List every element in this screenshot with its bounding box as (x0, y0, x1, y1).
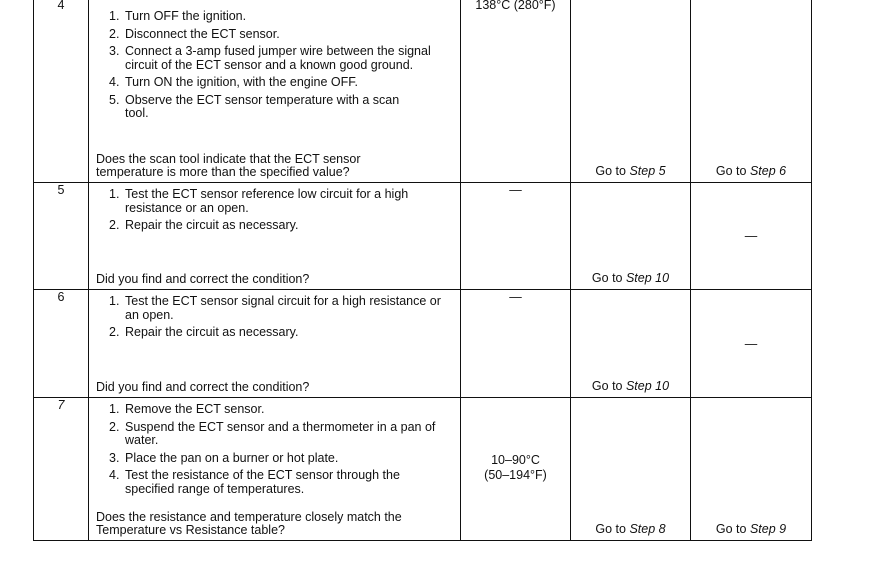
no-goto[interactable]: Go to Step 6 (715, 164, 787, 178)
no-cell (691, 0, 812, 183)
value-dash: — (509, 290, 522, 304)
action-list (96, 295, 452, 340)
action-item: 4. Test the resistance of the ECT sensor through the specified range of temperatures. (109, 468, 400, 496)
step-number-text: 7 (57, 398, 65, 412)
value-text: 138°C (280°F) (475, 0, 556, 12)
no-dash: — (744, 336, 758, 351)
yes-goto[interactable]: Go to Step 10 (591, 271, 670, 285)
yes-cell (571, 398, 691, 541)
action-question: Did you find and correct the condition? (96, 272, 310, 286)
action-item: 2. Repair the circuit as necessary. (109, 325, 299, 339)
yes-cell (571, 183, 691, 290)
no-goto[interactable]: Go to Step 9 (715, 522, 787, 536)
no-cell (691, 183, 812, 290)
action-cell (89, 183, 461, 290)
action-item: 2. Suspend the ECT sensor and a thermometer in a pan of water. (109, 419, 436, 447)
action-item: 3. Place the pan on a burner or hot plate. (109, 450, 339, 465)
diagnostic-table (33, 0, 812, 541)
action-item: 4. Turn ON the ignition, with the engine OFF. (109, 75, 358, 89)
table-row-step-6 (34, 290, 812, 398)
action-list (96, 10, 452, 121)
action-cell (89, 398, 461, 541)
action-question: Does the scan tool indicate that the ECT sensor temperature is more than the specified value? (96, 152, 361, 179)
action-item: 1. Remove the ECT sensor. (109, 402, 265, 416)
action-question: Did you find and correct the condition? (96, 380, 310, 394)
step-number-text: 5 (57, 183, 65, 197)
table-row-step-5 (34, 183, 812, 290)
yes-goto[interactable]: Go to Step 8 (595, 522, 666, 536)
yes-cell (571, 290, 691, 398)
value-cell (461, 0, 571, 183)
yes-goto[interactable]: Go to Step 10 (591, 379, 670, 393)
action-list (96, 188, 452, 233)
action-question: Does the resistance and temperature closely match the Temperature vs Resistance table? (96, 510, 402, 537)
action-item: 1. Test the ECT sensor reference low circuit for a high resistance or an open. (109, 187, 409, 215)
step-number-text: 6 (57, 290, 65, 304)
no-cell (691, 398, 812, 541)
action-item: 3. Connect a 3-amp fused jumper wire between the signal circuit of the ECT sensor and a known good ground. (109, 44, 431, 72)
table-row-step-4 (34, 0, 812, 183)
table-row-step-7 (34, 398, 812, 541)
value-dash: — (509, 183, 522, 197)
value-cell (461, 183, 571, 290)
value-fahrenheit: (50–194°F) (484, 468, 547, 482)
action-item: 2. Repair the circuit as necessary. (109, 218, 299, 232)
action-item: 1. Test the ECT sensor signal circuit for a high resistance or an open. (109, 294, 441, 322)
action-item: 2. Disconnect the ECT sensor. (109, 26, 280, 41)
action-item: 1. Turn OFF the ignition. (109, 9, 247, 23)
value-cell (461, 398, 571, 541)
step-number (34, 0, 89, 183)
step-number-text: 4 (57, 0, 65, 12)
step-number (34, 183, 89, 290)
value-celsius: 10–90°C (491, 453, 540, 467)
step-number (34, 398, 89, 541)
action-cell (89, 290, 461, 398)
value-cell (461, 290, 571, 398)
no-dash: — (744, 229, 758, 243)
action-list (96, 403, 452, 496)
step-number (34, 290, 89, 398)
action-cell (89, 0, 461, 183)
yes-goto[interactable]: Go to Step 5 (595, 164, 666, 178)
no-cell (691, 290, 812, 398)
yes-cell (571, 0, 691, 183)
action-item: 5. Observe the ECT sensor temperature with a scan tool. (109, 92, 400, 120)
